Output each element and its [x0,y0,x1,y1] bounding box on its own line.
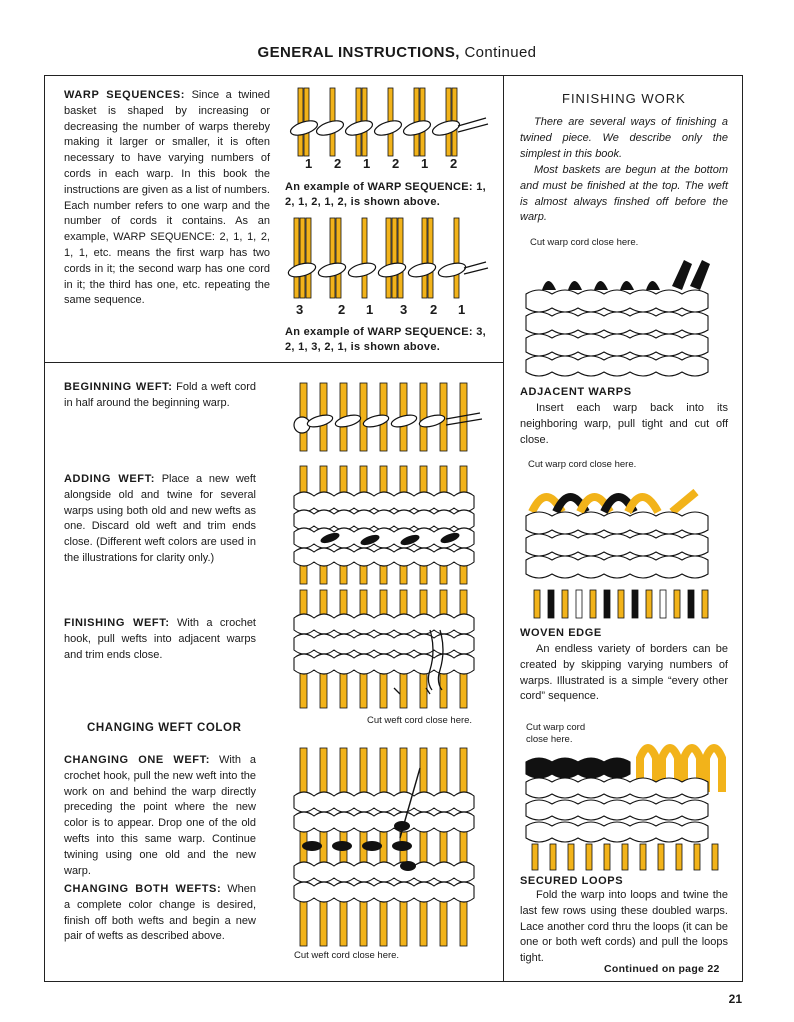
changing-weft-illustration [290,748,490,948]
adding-weft-heading: ADDING WEFT: [64,473,155,485]
warp-sequence-illustration-2 [290,218,490,300]
page-title [0,44,794,61]
finishing-weft-illustration [290,590,490,710]
weft-rows [294,492,474,566]
seq2-caption: An example of WARP SEQUENCE: 3, 2, 1, 3, 2, 1, is shown above. [285,326,487,353]
warp-stubs [534,590,708,618]
beginning-weft-paragraph [64,380,256,412]
changing-one-weft-paragraph [64,753,256,879]
woven-edge-body: An endless variety of borders can be created by skipping varying numbers of warps. Illustrated is a simple “every other cord” sequence. [520,643,728,703]
finishing-weft-body: With a crochet hook, pull wefts into adjacent warps and trim ends close. [64,617,256,661]
adjacent-warps-heading: ADJACENT WARPS [520,386,632,398]
adding-weft-paragraph [64,472,256,567]
woven-edge-cut-label: Cut warp cord close here. [528,459,637,470]
woven-edge-heading: WOVEN EDGE [520,627,602,639]
warp-cords-321 [294,218,459,298]
beginning-weft-illustration [290,383,490,453]
changing-both-wefts-paragraph [64,882,256,945]
seq1-number-2: 2 [334,156,342,171]
woven-edge-illustration [522,472,730,620]
finishing-work-intro: There are several ways of finishing a twined piece. We describe only the simplest in this book. [520,116,728,160]
warp-sequences-paragraph [64,88,270,309]
seq2-number-5: 2 [430,302,438,317]
changing-weft-color-heading: CHANGING WEFT COLOR [87,722,242,734]
weft-rows [526,290,708,376]
seq1-number-5: 1 [421,156,429,171]
seq1-number-3: 1 [363,156,371,171]
beginning-weft-heading: BEGINNING WEFT: [64,381,173,393]
warp-stubs [532,844,718,870]
column-divider [503,75,504,982]
secured-loops-body: Fold the warp into loops and twine the last few rows using these doubled warps. Lace another cord thru the loops (it can be one or both weft cords) and pull the loops tight. [520,889,728,965]
finishing-weft-heading: FINISHING WEFT: [64,617,170,629]
adding-weft-illustration [290,466,490,586]
changing-both-wefts-heading: CHANGING BOTH WEFTS: [64,883,222,895]
adjacent-warps-cut-label: Cut warp cord close here. [530,237,639,248]
seq1-number-6: 2 [450,156,458,171]
weft-rows [294,614,474,674]
seq2-number-6: 1 [458,302,466,317]
finishing-weft-paragraph [64,616,256,663]
warp-sequences-heading: WARP SEQUENCES: [64,89,186,101]
secured-loops-cut-label-1: Cut warp cord [526,722,586,733]
adjacent-warps-body: Insert each warp back into its neighboring warp, pull tight and cut off close. [520,402,728,446]
warp-cords [300,748,467,946]
changing-one-weft-heading: CHANGING ONE WEFT: [64,754,210,766]
finishing-weft-cut-label: Cut weft cord close here. [367,715,473,726]
seq1-number-1: 1 [305,156,313,171]
warp-sequence-illustration-1 [290,88,490,158]
seq2-number-3: 1 [366,302,374,317]
secured-loops-heading: SECURED LOOPS [520,875,624,887]
seq1-number-4: 2 [392,156,400,171]
secured-loops-illustration [522,712,730,872]
secured-loops-cut-label-2: close here. [526,734,573,745]
changing-both-wefts-body: When a complete color change is desired, finish off both wefts and begin a new pair of wefts as described above. [64,883,256,943]
seq2-number-4: 3 [400,302,408,317]
weft-rows [526,512,708,578]
section-divider [44,362,503,363]
page-title-main: GENERAL INSTRUCTIONS, [257,44,460,61]
page-number: 21 [728,992,742,1006]
warp-cords-1212 [298,88,457,156]
changing-weft-cut-label: Cut weft cord close here. [294,950,400,961]
adjacent-warps-illustration [522,250,730,380]
beginning-weft-body: Fold a weft cord in half around the beginning warp. [64,381,256,409]
continued-on-page: Continued on page 22 [604,963,720,975]
edge-loops [532,492,696,512]
seq2-number-1: 3 [296,302,304,317]
page-title-continued: Continued [464,44,537,61]
warp-sequences-body: Since a twined basket is shaped by increasing or decreasing the number of warps thereby making it larger or smaller, it is often necessary to have varying numbers of cords in each warp. In this book the instructions are given as a list of numbers. Each number refers to one warp and the number of cords it contains. As an example, WARP SEQUENCE: 2, 1, 1, 2, 1, 1, etc. means the first warp has two cords in it; the second warp has one cord in it; the third has one, etc. repeating the same sequence. [64,89,271,307]
warp-loops [542,260,710,290]
seq2-number-2: 2 [338,302,346,317]
seq1-caption: An example of WARP SEQUENCE: 1, 2, 1, 2, 1, 2, is shown above. [285,181,487,208]
finishing-work-heading: FINISHING WORK [562,91,686,106]
changing-one-weft-body: With a crochet hook, pull the new weft into the work on and behind the warp directly preceding the point where the new color is to appear. Drop one of the old wefts into this same warp. Continue twining using one old and the new warp. [64,754,256,877]
adding-weft-body: Place a new weft alongside old and twine for several warps using both old and new wefts as one. Discard old weft and trim ends close. (Different weft colors are used in the illustrations for clarity only.) [64,473,256,564]
finishing-work-intro-2: Most baskets are begun at the bottom and must be finished at the top. The weft is almost always finshed off before the warp. [520,164,728,224]
